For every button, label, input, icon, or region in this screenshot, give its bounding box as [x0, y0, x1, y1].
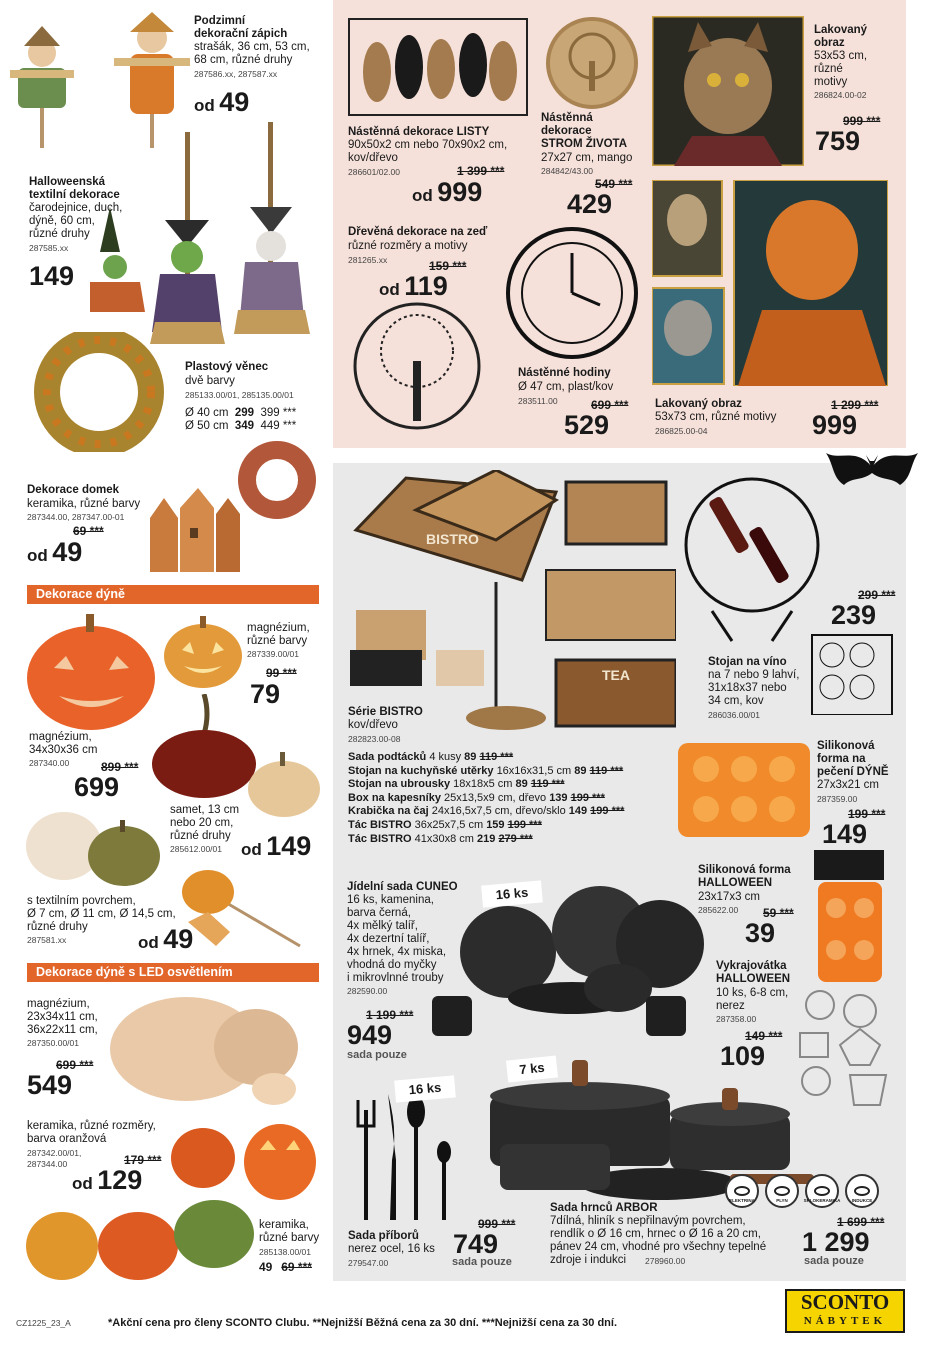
led2-code: 287342.00/01, 287344.00 [27, 1148, 82, 1169]
pumpkin-small-price: 79 [250, 679, 281, 709]
cooktop-symbol-icon [814, 1186, 830, 1196]
velvet-price: 149 [266, 831, 312, 861]
drevena-price: 119 [404, 271, 448, 301]
od-label: od [412, 186, 433, 205]
led3-price-block [259, 1258, 312, 1276]
silicone-pumpkin-mold-image [676, 741, 812, 839]
bistro-row-price: 89 [464, 751, 477, 763]
listy-price: 999 [437, 177, 483, 207]
dinner-set-image [412, 880, 710, 1040]
cuneo-badge: 16 ks [481, 880, 543, 907]
wreath-title: Plastový věnec [185, 361, 269, 373]
wine-old: 299 *** [858, 588, 896, 602]
velvet-desc: samet, 13 cm nebo 20 cm, různé druhy [170, 804, 240, 842]
cat-title: Lakovaný obraz [814, 24, 868, 49]
cooktop-icons [725, 1174, 879, 1208]
cutlery-code: 279547.00 [348, 1258, 389, 1268]
silicone-hw-price: 39 [745, 918, 776, 948]
house-old-price: 69 *** [73, 524, 104, 538]
bistro-row-old: 199 *** [570, 791, 605, 804]
cooktop-symbol-icon [854, 1186, 870, 1196]
wine-title: Stojan na víno [708, 656, 787, 668]
textile-price-block [138, 925, 193, 953]
section-header-pumpkins: Dekorace dýně [27, 585, 319, 604]
pots-title: Sada hrnců ARBOR [550, 1202, 658, 1214]
hodiny-title: Nástěnné hodiny [518, 367, 611, 379]
house-price-block [27, 538, 82, 566]
bistro-row-price: 219 [477, 832, 496, 845]
footer-code: CZ1225_23_A [16, 1318, 71, 1328]
listy-price-block [412, 178, 482, 206]
silicone-pumpkin-price: 149 [822, 819, 868, 849]
tree-of-life-image [545, 16, 639, 110]
bistro-row-old: 199 *** [507, 818, 542, 831]
cuneo-desc: 16 ks, kamenina, barva černá, 4x mělký talíř, 4x dezertní talíř, 4x hrnek, 4x miska, vhodná do myčky i mikrovlnné trouby [347, 894, 447, 984]
logo-nabytek-text: NÁBYTEK [803, 1315, 887, 1327]
od-label: od [72, 1174, 93, 1193]
drevena-title: Dřevěná dekorace na zeď [348, 226, 488, 238]
drevena-price-block [379, 272, 448, 300]
cooktop-label: INDUKCE [851, 1198, 873, 1203]
led2-desc: keramika, různé rozměry, barva oranžová [27, 1120, 156, 1145]
pots-old: 1 699 *** [837, 1215, 885, 1229]
bistro-row [348, 778, 624, 792]
led3-desc: keramika, různé barvy [259, 1219, 320, 1244]
bistro-row-price: 89 [574, 764, 587, 777]
obraz-price: 999 [812, 410, 858, 440]
bistro-row [348, 833, 624, 847]
cuneo-price: 949 [347, 1020, 393, 1050]
obraz-code: 286825.00-04 [655, 426, 708, 436]
velvet-code: 285612.00/01 [170, 844, 222, 854]
bistro-row-spec: 41x30x8 cm [414, 832, 474, 845]
tea-label: TEA [602, 667, 630, 683]
pumpkin-big-image [24, 608, 159, 733]
house-desc: keramika, různé barvy [27, 498, 141, 510]
cat-desc: 53x53 cm, různé motivy [814, 50, 868, 88]
strom-old: 549 *** [595, 177, 633, 191]
obraz-old: 1 299 *** [831, 398, 879, 412]
wine-price: 239 [831, 600, 877, 630]
silicone-hw-code: 285622.00 [698, 905, 739, 915]
witch-desc: čarodejnice, duch, dýně, 60 cm, různé druhy [29, 202, 123, 240]
led-jackolantern-image [168, 1110, 318, 1202]
pumpkin-small-code: 287339.00/01 [247, 649, 299, 659]
witch-code: 287585.xx [29, 243, 69, 253]
bistro-brand-label: BISTRO [426, 531, 479, 547]
cutlery-badge: 16 ks [394, 1075, 456, 1102]
house-image [148, 488, 242, 574]
house-price: 49 [52, 537, 83, 567]
pumpkin-small-old: 99 *** [266, 666, 297, 680]
led3-old: 69 *** [281, 1260, 312, 1274]
cooktop-plyn-icon [765, 1174, 799, 1208]
pumpkin-big-code: 287340.00 [29, 758, 70, 768]
bistro-row-spec: 18x18x5 cm [453, 778, 513, 791]
wreath-code: 285133.00/01, 285135.00/01 [185, 390, 294, 400]
hodiny-price: 529 [564, 410, 610, 440]
cooktop-label: ELEKTRINA [729, 1198, 755, 1203]
drevena-desc: různé rozměry a motivy [348, 240, 468, 252]
strom-desc: 27x27 cm, mango [541, 152, 633, 164]
velvet-pumpkin-image [152, 694, 322, 820]
witch-title: Halloweenská textilní dekorace [29, 176, 120, 201]
bistro-row-price: 139 [549, 791, 568, 804]
cutlery-desc: nerez ocel, 16 ks [348, 1243, 435, 1255]
bistro-row-spec: 24x16,5x7,5 cm, dřevo/sklo [431, 805, 566, 818]
scarecrow-price: 49 [219, 87, 250, 117]
wreath-row-40 [185, 407, 296, 420]
led2-old: 179 *** [124, 1153, 162, 1167]
od-label: od [379, 280, 400, 299]
logo-sconto-text: SCONTO [800, 1290, 890, 1314]
bistro-row-spec: 16x16x31,5 cm [496, 764, 572, 777]
pots-badge: 7 ks [506, 1055, 558, 1082]
textile-pumpkin-image [22, 800, 162, 892]
sconto-logo[interactable] [785, 1289, 905, 1333]
bistro-row-name: Tác BISTRO [348, 818, 412, 831]
silicone-hw-title: Silikonová forma HALLOWEEN [698, 864, 791, 889]
bistro-row-name: Stojan na ubrousky [348, 778, 451, 791]
bistro-row-old: 119 *** [530, 778, 565, 791]
listy-title: Nástěnná dekorace LISTY [348, 126, 490, 138]
drevena-old: 159 *** [429, 259, 467, 273]
listy-desc: 90x50x2 cm nebo 70x90x2 cm, kov/dřevo [348, 139, 508, 164]
cutlery-old: 999 *** [478, 1217, 516, 1231]
wreath-old-40: 399 *** [260, 407, 297, 419]
bistro-code: 282823.00-08 [348, 734, 401, 744]
wreath-desc: dvě barvy [185, 375, 235, 387]
silicone-pumpkin-desc: 27x3x21 cm [817, 779, 880, 791]
od-label: od [194, 96, 215, 115]
cutlery-image [350, 1090, 460, 1226]
scarecrow-desc: strašák, 36 cm, 53 cm, 68 cm, různé druhy [194, 41, 310, 66]
pumpkin-small-desc: magnézium, různé barvy [247, 622, 310, 647]
ceramic-pumpkins-image [24, 1190, 256, 1282]
cutters-desc: 10 ks, 6-8 cm, nerez [716, 987, 789, 1012]
led1-desc: magnézium, 23x34x11 cm, 36x22x11 cm, [27, 998, 98, 1036]
tree-decor-image [343, 301, 491, 431]
od-label: od [27, 546, 48, 565]
bistro-row-old: 279 *** [498, 832, 533, 845]
bistro-row-name: Krabička na čaj [348, 805, 429, 818]
listy-code: 286601/02.00 [348, 167, 400, 177]
bistro-row-name: Box na kapesníky [348, 791, 441, 804]
wreath-price-50: 349 [234, 420, 255, 432]
cutters-old: 149 *** [745, 1029, 783, 1043]
silicone-pumpkin-code: 287359.00 [817, 794, 858, 804]
wreath-old-50: 449 *** [260, 420, 297, 432]
bistro-row-name: Sada podtácků [348, 751, 427, 763]
strom-title: Nástěnná dekorace STROM ŽIVOTA [541, 112, 628, 150]
bistro-row [348, 792, 624, 806]
silicone-hw-desc: 23x17x3 cm [698, 891, 761, 903]
pumpkin-big-price: 699 [74, 772, 120, 802]
bistro-row-name: Stojan na kuchyňské utěrky [348, 764, 494, 777]
cutlery-note: sada pouze [452, 1256, 512, 1268]
cat-code: 286824.00-02 [814, 90, 867, 100]
pots-code: 278960.00 [645, 1256, 686, 1266]
cooktop-sklokeramika-icon [805, 1174, 839, 1208]
bistro-row-spec: 36x25x7,5 cm [414, 818, 484, 831]
bistro-row-old: 119 *** [589, 764, 624, 777]
wreath-size-40: Ø 40 cm [185, 407, 229, 419]
bistro-desc: kov/dřevo [348, 719, 398, 731]
bistro-row [348, 751, 624, 765]
cooktop-symbol-icon [734, 1186, 750, 1196]
bistro-table [348, 751, 624, 846]
textile-desc: s textilním povrchem, Ø 7 cm, Ø 11 cm, Ø 14,5 cm, různé druhy [27, 895, 176, 933]
cooktop-symbol-icon [774, 1186, 790, 1196]
led3-price: 49 [259, 1260, 273, 1274]
bistro-row-spec: 25x13,5x9 cm, dřevo [444, 791, 547, 804]
cat-painting-image [652, 16, 804, 166]
cuneo-code: 282590.00 [347, 986, 388, 996]
house-title: Dekorace domek [27, 484, 120, 496]
wreath-size-50: Ø 50 cm [185, 420, 229, 432]
strom-price: 429 [567, 189, 613, 219]
led2-price: 129 [97, 1165, 143, 1195]
pots-note: sada pouze [804, 1255, 864, 1267]
bistro-row [348, 765, 624, 779]
wine-desc: na 7 nebo 9 lahví, 31x18x37 nebo 34 cm, kov [708, 669, 800, 707]
led1-code: 287350.00/01 [27, 1038, 79, 1048]
leaves-decor-image [347, 17, 529, 117]
listy-old: 1 399 *** [457, 164, 505, 178]
wreath-row-50 [185, 420, 296, 433]
led1-old: 699 *** [56, 1058, 94, 1072]
cat-old: 999 *** [843, 114, 881, 128]
obraz-desc: 53x73 cm, různé motivy [655, 411, 777, 423]
hodiny-desc: Ø 47 cm, plast/kov [518, 381, 614, 393]
led1-price: 549 [27, 1070, 73, 1100]
cutters-code: 287358.00 [716, 1014, 757, 1024]
wine-code: 286036.00/01 [708, 710, 760, 720]
bistro-row [348, 805, 624, 819]
silicone-pumpkin-title: Silikonová forma na pečení DÝNĚ [817, 740, 889, 778]
silicone-halloween-mold-image [812, 850, 886, 986]
pumpkin-small-image [162, 612, 244, 690]
bistro-row-price: 89 [515, 778, 528, 791]
wreath-small-image [232, 438, 322, 522]
house-code: 287344.00, 287347.00-01 [27, 512, 125, 522]
silicone-pumpkin-old: 199 *** [848, 807, 886, 821]
bistro-row-name: Tác BISTRO [348, 832, 412, 845]
textile-price: 49 [163, 924, 194, 954]
od-label: od [241, 840, 262, 859]
cooktop-indukce-icon [845, 1174, 879, 1208]
cooktop-elektrina-icon [725, 1174, 759, 1208]
wreath-image [24, 332, 179, 452]
cuneo-title: Jídelní sada CUNEO [347, 881, 458, 893]
bistro-row-old: 119 *** [479, 751, 514, 763]
drevena-code: 281265.xx [348, 255, 388, 265]
bistro-title: Série BISTRO [348, 706, 423, 718]
pots-desc: 7dílná, hliník s nepřilnavým povrchem, rendlík o Ø 16 cm, hrnec o Ø 16 a 20 cm, pánev 24 cm, vhodné pro všechny tepelné zdroje i indukci [550, 1215, 767, 1266]
bistro-products-image [346, 470, 676, 740]
textile-code: 287581.xx [27, 935, 67, 945]
pumpkin-stick-image [178, 862, 303, 950]
hodiny-old: 699 *** [591, 398, 629, 412]
pumpkin-big-desc: magnézium, 34x30x36 cm [29, 731, 98, 756]
scarecrow-code: 287586.xx, 287587.xx [194, 69, 278, 79]
cutters-title: Vykrajovátka HALLOWEEN [716, 960, 791, 985]
animal-paintings-image [652, 180, 888, 386]
cuneo-old: 1 199 *** [366, 1008, 414, 1022]
cat-price: 759 [815, 126, 861, 156]
witch-image [90, 112, 320, 344]
strom-code: 284842/43.00 [541, 166, 593, 176]
silicone-hw-old: 59 *** [763, 906, 794, 920]
led3-code: 285138.00/01 [259, 1247, 311, 1257]
wreath-price-40: 299 [234, 407, 255, 419]
bistro-row-price: 159 [486, 818, 505, 831]
cutlery-title: Sada příborů [348, 1230, 419, 1242]
led-pumpkin-image [106, 985, 300, 1105]
cooktop-label: PLYN [776, 1198, 788, 1203]
scarecrow-title: Podzimní dekorační zápich [194, 15, 288, 40]
cuneo-note: sada pouze [347, 1049, 407, 1061]
wall-clock-image [504, 225, 640, 361]
cutters-price: 109 [720, 1041, 766, 1071]
section-header-led: Dekorace dýně s LED osvětlením [27, 963, 319, 982]
bistro-row-price: 149 [568, 805, 588, 818]
od-label: od [138, 933, 159, 952]
cutlery-price: 749 [453, 1229, 499, 1259]
bistro-row-old: 199 *** [590, 805, 625, 818]
bistro-row-spec: 4 kusy [429, 751, 462, 763]
obraz-title: Lakovaný obraz [655, 398, 742, 410]
footer-note: *Akční cena pro členy SCONTO Clubu. **Nejnižší Běžná cena za 30 dní. ***Nejnižší cena za 30 dní. [108, 1317, 618, 1329]
pots-price: 1 299 [802, 1227, 870, 1257]
cooktop-label: SKLOKERAMIKA [803, 1198, 841, 1203]
pumpkin-big-old: 899 *** [101, 760, 139, 774]
bistro-row [348, 819, 624, 833]
hodiny-code: 283511.00 [518, 396, 558, 406]
velvet-price-block [241, 832, 311, 860]
witch-price: 149 [29, 261, 75, 291]
